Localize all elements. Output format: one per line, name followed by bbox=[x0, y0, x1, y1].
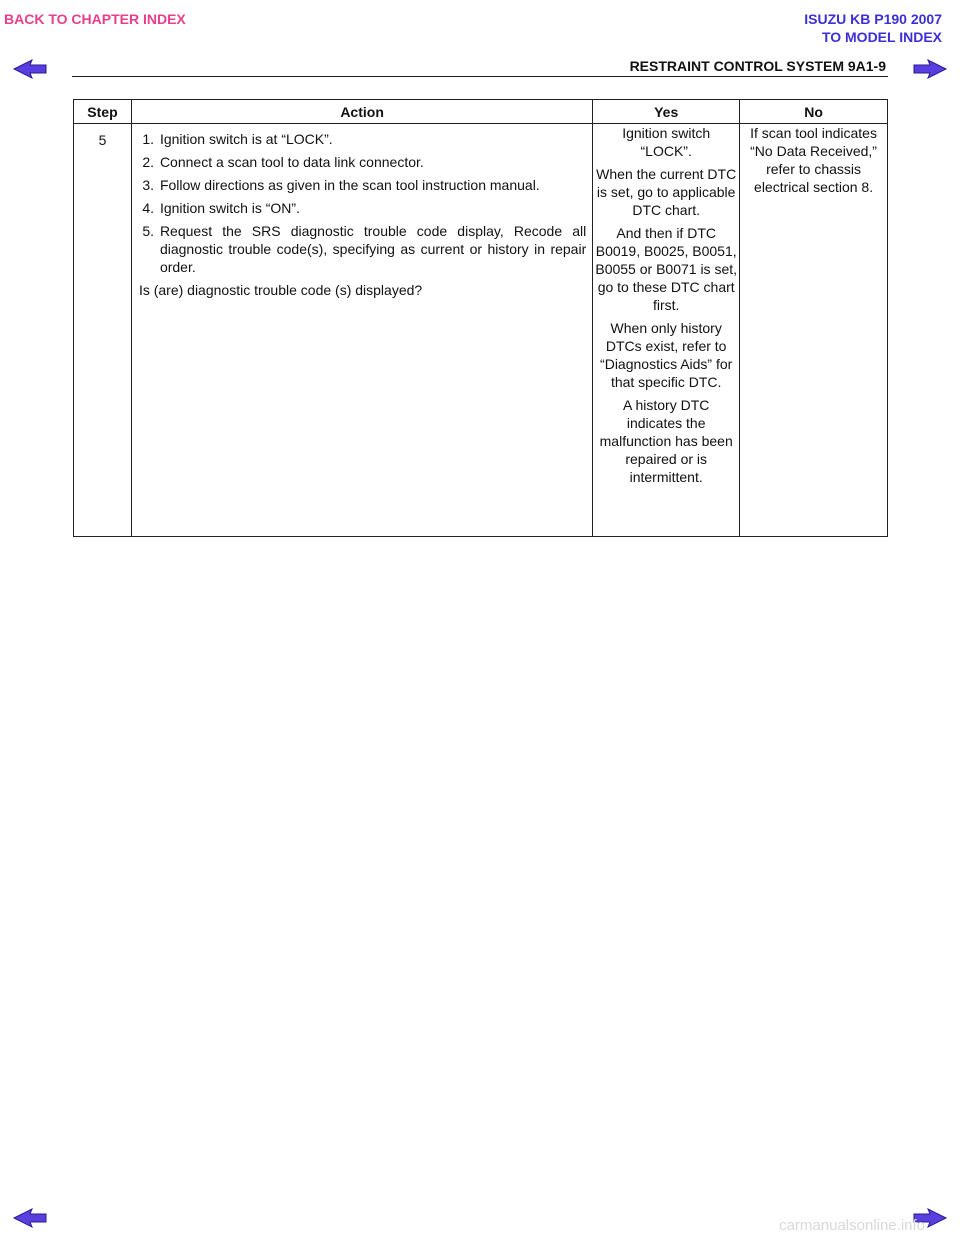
action-item: 5. Request the SRS diagnostic trouble code display, Recode all diagnostic trouble code(s), specifying as current or history in repair order. bbox=[158, 222, 586, 276]
yes-paragraph: When only history DTCs exist, refer to “Diagnostics Aids” for that specific DTC. bbox=[600, 320, 733, 390]
section-title: RESTRAINT CONTROL SYSTEM 9A1-9 bbox=[629, 58, 886, 74]
previous-page-arrow-icon[interactable] bbox=[12, 58, 48, 80]
model-title-link[interactable]: ISUZU KB P190 2007 bbox=[804, 11, 942, 27]
step-number: 5 bbox=[74, 124, 132, 537]
watermark-text: carmanualsonline.info bbox=[779, 1217, 925, 1234]
action-question: Is (are) diagnostic trouble code (s) displayed? bbox=[138, 282, 423, 298]
no-paragraph: If scan tool indicates “No Data Received,” refer to chassis electrical section 8. bbox=[750, 125, 877, 195]
yes-paragraph: A history DTC indicates the malfunction has been repaired or is intermittent. bbox=[599, 397, 733, 485]
action-item: 3. Follow directions as given in the scan tool instruction manual. bbox=[158, 176, 586, 194]
yes-paragraph: When the current DTC is set, go to applicable DTC chart. bbox=[596, 166, 737, 218]
column-header-action: Action bbox=[131, 100, 592, 124]
next-page-arrow-icon[interactable] bbox=[912, 58, 948, 80]
to-model-index-link[interactable]: TO MODEL INDEX bbox=[821, 29, 942, 45]
action-item: 4. Ignition switch is “ON”. bbox=[158, 199, 586, 217]
no-cell bbox=[740, 124, 888, 537]
header-divider bbox=[72, 76, 888, 77]
action-item: 2. Connect a scan tool to data link connector. bbox=[158, 153, 586, 171]
yes-paragraph: Ignition switch “LOCK”. bbox=[622, 125, 711, 159]
diagnostic-table bbox=[73, 99, 888, 537]
previous-page-arrow-icon[interactable] bbox=[12, 1207, 48, 1229]
column-header-step: Step bbox=[74, 100, 132, 124]
action-list bbox=[139, 130, 586, 276]
action-item: 1. Ignition switch is at “LOCK”. bbox=[158, 130, 586, 148]
yes-cell bbox=[593, 124, 740, 537]
back-to-chapter-index-link[interactable]: BACK TO CHAPTER INDEX bbox=[4, 11, 186, 27]
table-header-row bbox=[74, 100, 888, 124]
column-header-no: No bbox=[740, 100, 888, 124]
table-row bbox=[74, 124, 888, 537]
action-cell bbox=[131, 124, 592, 537]
column-header-yes: Yes bbox=[593, 100, 740, 124]
yes-paragraph: And then if DTC B0019, B0025, B0051, B0055 or B0071 is set, go to these DTC chart first. bbox=[595, 225, 738, 313]
